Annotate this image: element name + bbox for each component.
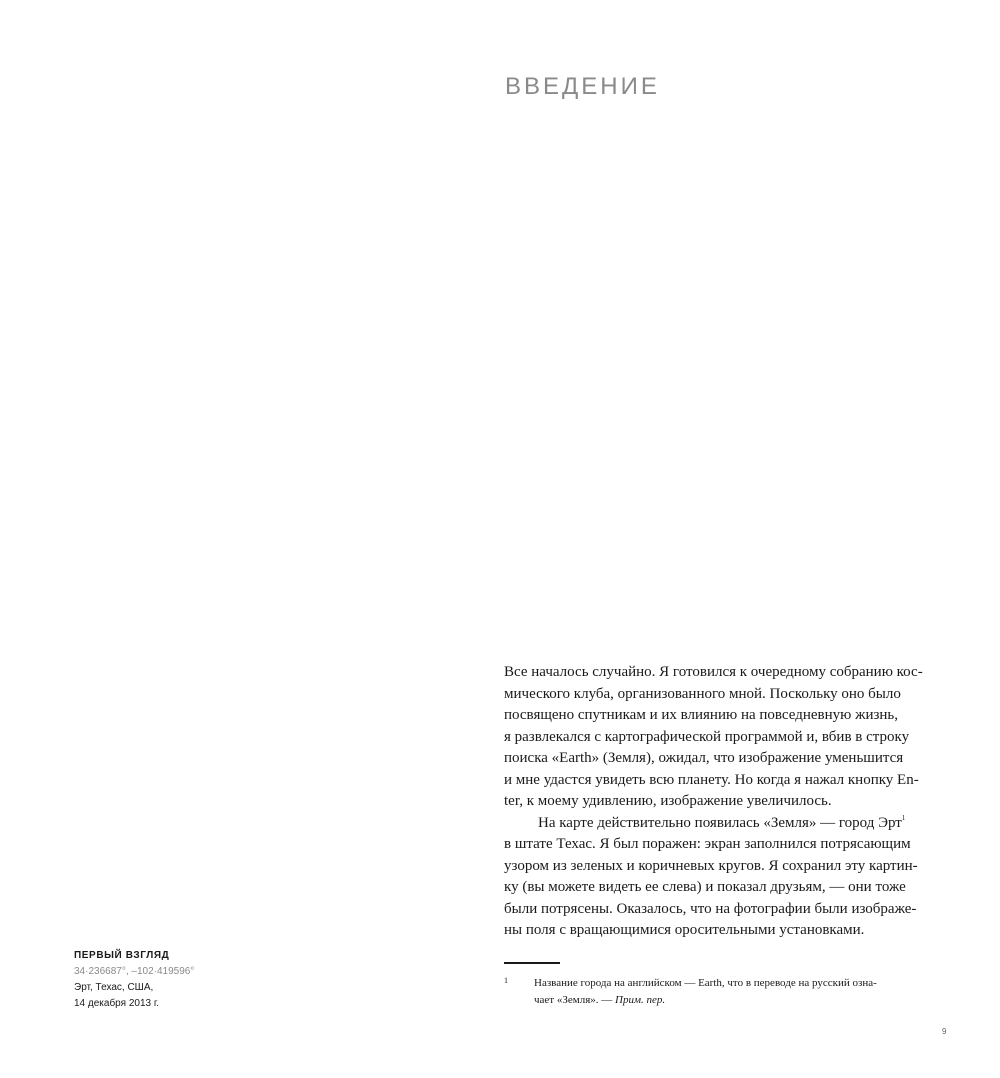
text-line: мического клуба, организованного мной. Поскольку оно было bbox=[504, 685, 901, 702]
caption-title: ПЕРВЫЙ ВЗГЛЯД bbox=[74, 950, 170, 961]
footnote-number: 1 bbox=[504, 976, 508, 985]
footnote-line: Название города на английском — Earth, что в переводе на русский озна- bbox=[534, 977, 877, 989]
text-line: ны поля с вращающимися оросительными установками. bbox=[504, 922, 865, 938]
text-line: в штате Техас. Я был поражен: экран заполнился потрясающим bbox=[504, 836, 911, 852]
text-line: ку (вы можете видеть ее слева) и показал друзьям, — они тоже bbox=[504, 879, 906, 895]
image-caption bbox=[74, 948, 194, 1012]
text-line: ter, к моему удивлению, изображение увеличилось. bbox=[504, 793, 832, 809]
translator-note: Прим. пер. bbox=[615, 993, 666, 1006]
paragraph-start: На карте действительно появилась «Земля» — город Эрт bbox=[538, 814, 902, 831]
text-line: и мне удастся увидеть всю планету. Но когда я нажал кнопку En- bbox=[504, 771, 919, 788]
text-line: я развлекался с картографической программой и, вбив в строку bbox=[504, 728, 910, 745]
caption-date: 14 декабря 2013 г. bbox=[74, 998, 160, 1009]
main-text bbox=[504, 662, 923, 942]
caption-coordinates: 34·236687°, –102·419596° bbox=[74, 966, 195, 977]
chapter-heading: ВВЕДЕНИЕ bbox=[505, 73, 660, 100]
footnote-reference[interactable]: 1 bbox=[901, 813, 906, 822]
text-line: Все началось случайно. Я готовился к очередному собранию кос- bbox=[504, 664, 923, 680]
text-line bbox=[504, 813, 914, 835]
caption-place: Эрт, Техас, США, bbox=[74, 982, 154, 993]
text-line: поиска «Earth» (Земля), ожидал, что изображение уменьшится bbox=[504, 750, 904, 766]
text-line: узором из зеленых и коричневых кругов. Я сохранил эту картин- bbox=[504, 857, 918, 874]
footnote-text bbox=[534, 975, 919, 1008]
text-line: были потрясены. Оказалось, что на фотографии были изображе- bbox=[504, 900, 917, 917]
footnote-divider bbox=[504, 962, 560, 964]
page-number: 9 bbox=[942, 1027, 947, 1036]
footnote-line bbox=[534, 992, 919, 1009]
text-line: посвящено спутникам и их влиянию на повседневную жизнь, bbox=[504, 707, 899, 723]
footnote-line-start: чает «Земля». — bbox=[534, 993, 616, 1006]
